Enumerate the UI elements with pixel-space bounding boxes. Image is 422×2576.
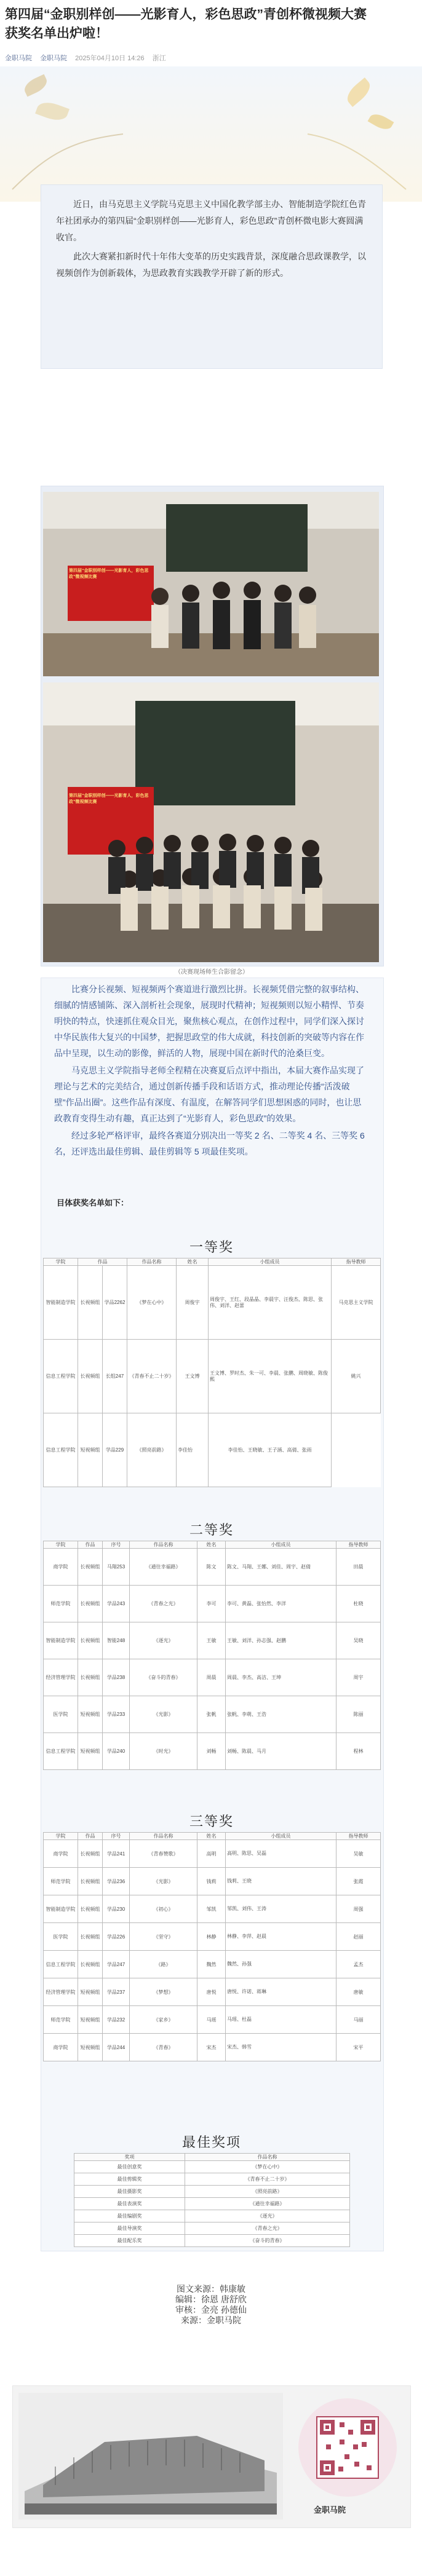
campus-sketch-image [18,2393,283,2519]
table-row [74,2235,350,2247]
third-prize-rows [44,1840,381,2061]
table-cell: 学品238 [103,1659,130,1696]
table-cell: 《青春赞歌》 [130,1840,197,1868]
table-cell: 《路》 [130,1951,197,1978]
branch-decoration-icon [0,66,422,202]
table-cell: 《通往幸福路》 [185,2198,350,2210]
intro-paragraph: 近日，由马克思主义学院马克思主义中国化教学部主办、智能制造学院红色青年社团承办的第四届“金职别样创——光影育人，彩色思政”青创杯微电影大赛圆满收官。 [56,199,366,242]
table-header-cell: 指导教师 [336,1833,381,1840]
table-header-cell: 作品 [78,1258,127,1266]
table-row [44,1586,381,1622]
body-paragraph: 比赛分长视频、短视频两个赛道进行激烈比拼。长视频凭借完整的叙事结构、细腻的情感铺陈、深入剖析社会现象，展现时代精神；短视频则以短小精悍、节奏明快的特点，快速抓住观众目光，聚焦核心观点，在创作过程中，同学们深入探讨中华民族伟大复兴的中国梦，把握思政堂的伟大成就，科技创新的突破等内容在作品中呈现，以生动的影像，鲜活的人物，展现中国在新时代的沧桑巨变。 [54,984,364,1058]
table-cell: 短视频组 [78,1978,103,2006]
table-cell: 杜晓 [336,1586,381,1622]
table-header-cell: 作品名称 [130,1833,197,1840]
table-cell: 长视频组 [78,1951,103,1978]
table-row [44,1868,381,1895]
table-header-cell: 作品 [78,1541,103,1549]
table-cell: 《梦想》 [130,1978,197,2006]
table-cell: 《梦在心中》 [127,1266,177,1340]
table-cell: 智能248 [103,1622,130,1659]
photo-caption: （决赛现场师生合影留念） [175,969,249,976]
table-cell: 《奋斗的青春》 [130,1659,197,1696]
table-cell: 陈文、马翔、王娜、刘佳、周宇、赵倩 [226,1549,336,1586]
table-cell: 学品240 [103,1733,130,1770]
table-cell: 吴敏 [336,1840,381,1868]
credit-line: 来源：金职马院 [181,2315,241,2325]
table-cell: 李佳怡、王晓敏、王子涵、高倩、张雨 [209,1413,332,1487]
table-header-cell: 小组成员 [226,1541,336,1549]
table-cell: 学品2262 [103,1266,127,1340]
table-row [74,2186,350,2198]
table-cell: 信息工程学院 [44,1413,78,1487]
table-cell: 学品226 [103,1923,130,1951]
table-cell: 学品233 [103,1696,130,1733]
body-paragraph: 经过多轮严格评审，最终各赛道分别决出一等奖 2 名、二等奖 4 名、三等奖 6 名，还评选出最佳剪辑、最佳剪辑等 5 项最佳奖项。 [54,1131,365,1156]
table-header-row [74,2154,350,2161]
table-cell: 邹凯、刘伟、王涛 [226,1895,336,1923]
table-cell: 最佳编剧奖 [74,2210,185,2222]
table-cell: 王文博 [177,1340,209,1413]
table-cell: 学品244 [103,2034,130,2061]
table-cell: 高明 [197,1840,226,1868]
table-cell: 马丽 [336,2006,381,2034]
table-cell: 马克思主义学院 [332,1266,381,1340]
table-cell: 宋杰 [197,2034,226,2061]
table-cell: 长视频组 [78,1659,103,1696]
group-photo-1-image [43,492,379,676]
table-cell: 张帆 [197,1696,226,1733]
table-cell: 钱莉、王晓 [226,1868,336,1895]
table-cell: 赵丽 [336,1923,381,1951]
table-row [74,2210,350,2222]
table-cell: 商学院 [44,2034,78,2061]
table-cell: 钱莉 [197,1868,226,1895]
table-cell: 王文博、罗时杰、朱一可、李晨、张鹏、周晓敏、陈俊熙 [209,1340,332,1413]
table-cell: 最佳导演奖 [74,2222,185,2235]
table-row [44,2034,381,2061]
best-awards-table [74,2153,350,2247]
table-cell: 师范学院 [44,2006,78,2034]
table-row [44,1951,381,1978]
table-cell: 宋杰、韩雪 [226,2034,336,2061]
credit-line: 审核：金亮 孙德仙 [175,2305,247,2315]
table-cell: 林静 [197,1923,226,1951]
table-cell: 信息工程学院 [44,1951,78,1978]
credits [0,2284,422,2326]
table-cell: 最佳剪辑奖 [74,2173,185,2186]
campus-sketch-drawing [18,2393,283,2519]
table-cell: 周俊宇、王红、段晶晶、李晨宇、汪俊杰、陈思、张伟、刘洋、赵蕾 [209,1266,332,1340]
table-cell: 智能制造学院 [44,1622,78,1659]
table-cell: 医学院 [44,1696,78,1733]
table-cell: 《照亮前路》 [127,1413,177,1487]
table-cell: 短视频组 [78,1696,103,1733]
second-prize-title: 二等奖 [189,1523,234,1538]
table-header-cell: 小组成员 [226,1833,336,1840]
table-row [44,1733,381,1770]
publish-location: 浙江 [152,55,166,62]
table-cell: 李可 [197,1586,226,1622]
table-cell: 《坚守》 [130,1923,197,1951]
table-row [74,2198,350,2210]
table-cell: 长组247 [103,1340,127,1413]
table-header-cell: 指导教师 [336,1541,381,1549]
table-cell: 吴晓 [336,1622,381,1659]
table-header-cell: 学院 [44,1833,78,1840]
table-cell: 长视频组 [78,1923,103,1951]
table-header-cell: 作品名称 [127,1258,177,1266]
best-awards-title: 最佳奖项 [181,2135,241,2151]
best-awards-rows [74,2161,350,2247]
table-header-cell: 序号 [103,1833,130,1840]
table-cell: 长视频组 [78,1549,103,1586]
table-row [74,2222,350,2235]
table-header-cell: 序号 [103,1541,130,1549]
table-header-cell: 学院 [44,1541,78,1549]
table-cell: 师范学院 [44,1868,78,1895]
table-row [44,2006,381,2034]
table-header-row [44,1258,381,1266]
table-cell: 《逐光》 [185,2210,350,2222]
table-header-cell: 姓名 [197,1833,226,1840]
table-cell: 姚兴 [332,1340,381,1413]
credit-line: 编辑：徐恩 唐舒欣 [175,2294,247,2304]
table-cell: 《青春不止二十岁》 [185,2173,350,2186]
table-header-cell: 作品名称 [130,1541,197,1549]
table-cell: 短视频组 [78,1413,103,1487]
table-cell: 长视频组 [78,1895,103,1923]
table-cell: 陈文 [197,1549,226,1586]
table-cell: 商学院 [44,1840,78,1868]
table-cell: 周晨、李杰、高洁、王坤 [226,1659,336,1696]
table-cell: 学品230 [103,1895,130,1923]
table-cell: 学品241 [103,1840,130,1868]
table-cell: 马瑶、杜磊 [226,2006,336,2034]
table-cell: 经济管理学院 [44,1659,78,1696]
table-cell: 《青春不止二十岁》 [127,1340,177,1413]
table-cell: 张霞 [336,1868,381,1895]
table-cell: 《逐光》 [130,1622,197,1659]
table-row [44,1923,381,1951]
table-cell: 邹凯 [197,1895,226,1923]
table-row [44,1840,381,1868]
table-cell: 《青春》 [130,2034,197,2061]
first-prize-rows [44,1266,381,1487]
table-cell: 《青春之光》 [185,2222,350,2235]
table-cell: 唐敏 [336,1978,381,2006]
table-cell: 信息工程学院 [44,1340,78,1413]
table-cell: 长视频组 [78,1266,103,1340]
table-row [44,1696,381,1733]
first-prize-table [43,1258,381,1487]
table-cell: 《初心》 [130,1895,197,1923]
first-prize-title: 一等奖 [189,1240,234,1255]
table-header-cell: 作品名称 [185,2154,350,2161]
third-prize-table [43,1832,381,2061]
table-cell: 刘畅 [197,1733,226,1770]
table-cell: 长视频组 [78,1868,103,1895]
table-cell: 田晨 [336,1549,381,1586]
account-link[interactable]: 金职马院 [40,55,68,62]
table-cell: 高明、陈思、吴磊 [226,1840,336,1868]
credit-line: 图文来源：韩康敏 [177,2284,245,2294]
table-row [44,1413,381,1487]
table-header-cell: 指导教师 [332,1258,381,1266]
table-cell: 唐悦 [197,1978,226,2006]
second-prize-rows [44,1549,381,1770]
table-cell: 商学院 [44,1549,78,1586]
table-cell: 周宇 [336,1659,381,1696]
table-cell: 学品237 [103,1978,130,2006]
table-header-cell: 姓名 [197,1541,226,1549]
second-prize-table [43,1541,381,1770]
table-cell: 信息工程学院 [44,1733,78,1770]
table-cell: 马翔253 [103,1549,130,1586]
table-cell: 短视频组 [78,1733,103,1770]
table-cell: 最佳创意奖 [74,2161,185,2173]
table-cell: 孟杰 [336,1951,381,1978]
table-row [44,1659,381,1696]
table-cell: 经济管理学院 [44,1978,78,2006]
table-cell: 刘畅、陈晨、马月 [226,1733,336,1770]
table-cell: 长视频组 [78,1840,103,1868]
table-header-cell: 奖项 [74,2154,185,2161]
qr-label: 金职马院 [314,2505,346,2515]
article-meta [5,53,172,63]
group-photo-1[interactable] [43,492,379,676]
table-cell: 《照亮前路》 [185,2186,350,2198]
body-paragraph: 马克思主义学院指导老师全程精在决赛夏后点评中指出，本届大赛作品实现了理论与艺术的完美结合，通过创新传播手段和话语方式，推动理论传播“活泼破壁”作品出圈”。这些作品有深度、有温度，在解答同学们思想困惑的同时，也让思政教育变得生动有趣，真正达到了“光影育人，彩色思政”的效果。 [54,1065,364,1123]
table-cell: 长视频组 [78,1586,103,1622]
table-cell: 学品247 [103,1951,130,1978]
table-cell: 师范学院 [44,1586,78,1622]
group-photo-2-image [43,682,379,962]
intro-paragraph: 此次大赛紧扣新时代十年伟大变革的历史实践背景，深度融合思政课教学，以视频创作为创新载体，为思政教育实践教学开辟了新的形式。 [56,251,366,278]
table-cell: 学品243 [103,1586,130,1622]
table-row [44,1622,381,1659]
table-row [44,1549,381,1586]
table-cell: 智能制造学院 [44,1895,78,1923]
table-cell: 最佳摄影奖 [74,2186,185,2198]
table-row [74,2161,350,2173]
qr-code-icon [295,2395,400,2500]
intro-box [41,184,383,369]
table-cell: 张帆、李萌、王浩 [226,1696,336,1733]
table-cell: 王敏、刘洋、孙志强、赵鹏 [226,1622,336,1659]
table-cell: 智能制造学院 [44,1266,78,1340]
table-header-row [44,1833,381,1840]
table-cell: 《家乡》 [130,2006,197,2034]
table-cell: 《奋斗的青春》 [185,2235,350,2247]
table-row [44,1978,381,2006]
banner-text-1: 第四届“金职别样创——光影育人，彩色思政”微视频比赛 [69,569,149,579]
header-decoration [0,66,422,202]
table-cell: 王敏 [197,1622,226,1659]
table-cell: 短视频组 [78,2034,103,2061]
group-photo-2[interactable] [43,682,379,962]
table-cell: 马瑶 [197,2006,226,2034]
body-text [54,981,369,1161]
table-cell: 林静、李萍、赵晨 [226,1923,336,1951]
table-cell: 短视频组 [78,2006,103,2034]
article-title: 第四届“金职别样创——光影育人，彩色思政”青创杯微视频大赛获奖名单出炉啦！ [5,7,367,41]
table-header-cell: 姓名 [177,1258,209,1266]
table-cell: 最佳配乐奖 [74,2235,185,2247]
table-cell: 李佳怡 [177,1413,209,1487]
table-cell: 学品236 [103,1868,130,1895]
table-cell: 唐悦、许诺、蒋琳 [226,1978,336,2006]
account-name[interactable]: 金职马院 [5,55,32,62]
table-cell: 周俊宇 [177,1266,209,1340]
table-cell: 学品232 [103,2006,130,2034]
table-cell: 宋平 [336,2034,381,2061]
third-prize-title: 三等奖 [189,1814,234,1830]
table-cell: 魏然 [197,1951,226,1978]
table-cell: 学品229 [103,1413,127,1487]
table-cell: 医学院 [44,1923,78,1951]
table-cell: 《青春之光》 [130,1586,197,1622]
table-header-cell: 作品 [78,1833,103,1840]
publish-datetime: 2025年04月10日 14:26 [75,55,145,62]
table-cell: 魏然、孙强 [226,1951,336,1978]
table-row [44,1895,381,1923]
table-cell: 《通往幸福路》 [130,1549,197,1586]
table-row [44,1340,381,1413]
winners-list-title: 目体获奖名单如下： [57,1198,129,1207]
table-header-cell: 小组成员 [209,1258,332,1266]
table-cell: 长视频组 [78,1622,103,1659]
table-cell: 长视频组 [78,1340,103,1413]
table-cell: 《光影》 [130,1696,197,1733]
table-cell: 周强 [336,1895,381,1923]
table-cell: 最佳表演奖 [74,2198,185,2210]
table-cell: 周晨 [197,1659,226,1696]
table-row [44,1266,381,1340]
table-cell: 《时光》 [130,1733,197,1770]
qr-code[interactable] [295,2395,400,2518]
table-cell: 《光影》 [130,1868,197,1895]
banner-text-2: 第四届“金职别样创——光影育人，彩色思政”微视频比赛 [69,794,149,804]
table-header-row [44,1541,381,1549]
table-row [74,2173,350,2186]
table-header-cell: 学院 [44,1258,78,1266]
table-cell: 李可、黄磊、张怡然、李洋 [226,1586,336,1622]
table-cell: 程林 [336,1733,381,1770]
table-cell: 陈丽 [336,1696,381,1733]
table-cell: 《梦在心中》 [185,2161,350,2173]
